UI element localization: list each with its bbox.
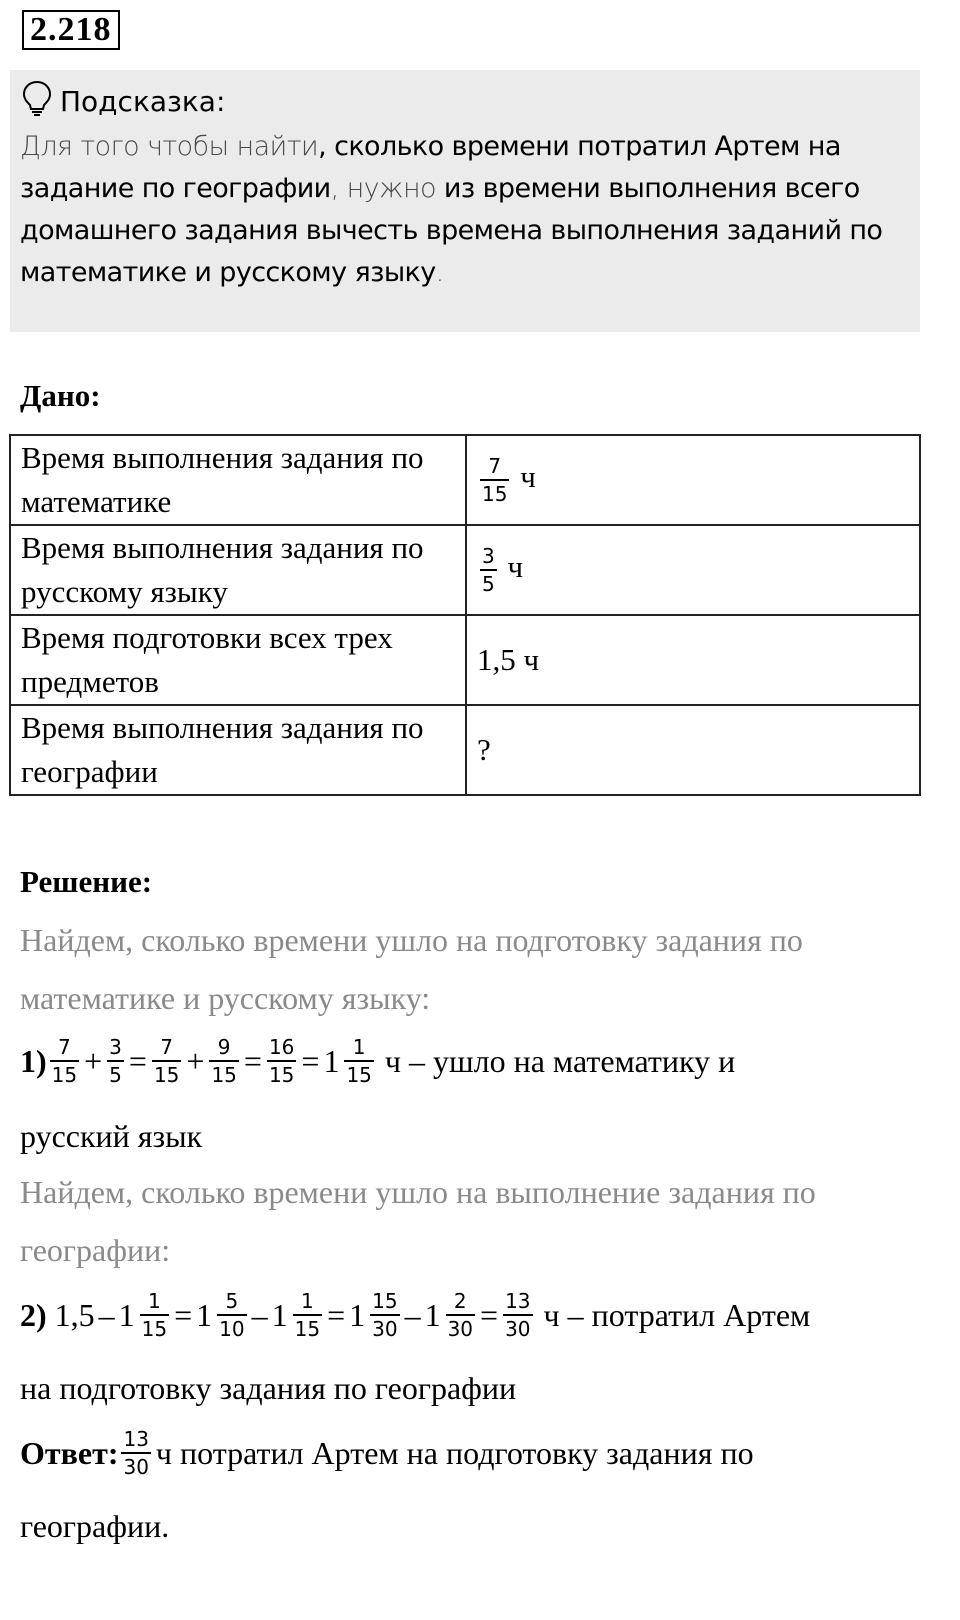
fraction: $\frac{1}{15}$ bbox=[346, 1035, 372, 1087]
operator: = bbox=[301, 1042, 320, 1079]
answer-text: ч потратил Артем на подготовку задания по bbox=[155, 1434, 754, 1471]
fraction: $\frac{7}{15}$ bbox=[51, 1035, 78, 1087]
step1-tail-cont: русский язык bbox=[20, 1118, 203, 1154]
fraction bbox=[480, 455, 509, 505]
fraction: $\frac{7}{15}$ bbox=[153, 1035, 180, 1087]
fraction: $\frac{13}{30}$ bbox=[123, 1427, 149, 1479]
step1-equation bbox=[20, 1036, 940, 1086]
given-label: Время выполнения задания по математике bbox=[10, 435, 466, 525]
operator: = bbox=[243, 1042, 262, 1079]
number: 1,5 bbox=[54, 1296, 95, 1333]
answer-label: Ответ: bbox=[20, 1434, 119, 1471]
given-value: 1,5 ч bbox=[466, 615, 920, 705]
table-row bbox=[10, 525, 920, 615]
fraction: $\frac{3}{5}$ bbox=[109, 1035, 122, 1087]
given-label: Время выполнения задания по русскому языку bbox=[10, 525, 466, 615]
step2-tail-cont: на подготовку задания по географии bbox=[20, 1370, 517, 1406]
step1-tail: ч – ушло на математику и bbox=[384, 1042, 736, 1079]
whole-part: 1 bbox=[323, 1042, 340, 1079]
operator: = bbox=[480, 1296, 499, 1333]
hint-title-text: Подсказка: bbox=[60, 85, 226, 118]
solution-heading: Решение: bbox=[20, 864, 153, 899]
fraction: $\frac{13}{30}$ bbox=[505, 1289, 531, 1341]
whole-part: 1 bbox=[196, 1296, 213, 1333]
operator: + bbox=[186, 1042, 205, 1079]
answer-cont: географии. bbox=[20, 1508, 170, 1544]
operator: – bbox=[98, 1296, 115, 1333]
fraction: $\frac{1}{15}$ bbox=[294, 1289, 321, 1341]
given-heading: Дано: bbox=[20, 378, 101, 413]
whole-part: 1 bbox=[271, 1296, 288, 1333]
step-label: 1) bbox=[20, 1042, 47, 1079]
given-table bbox=[9, 434, 921, 796]
given-value bbox=[466, 435, 920, 525]
given-value bbox=[466, 525, 920, 615]
unit: ч bbox=[507, 549, 524, 585]
hint-segment: Для того чтобы найти bbox=[20, 131, 319, 162]
fraction: $\frac{9}{15}$ bbox=[211, 1035, 237, 1087]
step1-intro: математике и русскому языку: bbox=[20, 980, 431, 1016]
hint-segment: , сколько времени потратил Артем на задание по географии bbox=[20, 131, 841, 204]
step2-intro: Найдем, сколько времени ушло на выполнение задания по bbox=[20, 1174, 816, 1210]
fraction: $\frac{2}{30}$ bbox=[447, 1289, 474, 1341]
whole-part: 1 bbox=[118, 1296, 135, 1333]
fraction: $\frac{5}{10}$ bbox=[219, 1289, 245, 1341]
whole-part: 1 bbox=[424, 1296, 441, 1333]
given-label: Время подготовки всех трех предметов bbox=[10, 615, 466, 705]
operator: = bbox=[128, 1042, 147, 1079]
step2-intro: географии: bbox=[20, 1232, 171, 1268]
table-row bbox=[10, 615, 920, 705]
numerator: 7 bbox=[488, 454, 502, 478]
hint-box bbox=[10, 70, 920, 332]
hint-segment: . bbox=[435, 257, 444, 288]
operator: = bbox=[174, 1296, 193, 1333]
table-row bbox=[10, 705, 920, 795]
given-label: Время выполнения задания по географии bbox=[10, 705, 466, 795]
fraction: $\frac{1}{15}$ bbox=[141, 1289, 168, 1341]
step2-tail: ч – потратил Артем bbox=[543, 1296, 811, 1333]
whole-part: 1 bbox=[349, 1296, 366, 1333]
fraction bbox=[480, 545, 497, 595]
hint-segment: из времени выполнения всего домашнего задания вычесть времена выполнения заданий по математике и русскому языку bbox=[20, 173, 883, 288]
task-number: 2.218 bbox=[22, 10, 120, 50]
hint-text bbox=[20, 126, 910, 294]
operator: – bbox=[251, 1296, 268, 1333]
denominator: 5 bbox=[480, 569, 497, 595]
table-row bbox=[10, 435, 920, 525]
step-label: 2) bbox=[20, 1296, 47, 1333]
operator: = bbox=[327, 1296, 346, 1333]
lightbulb-icon bbox=[22, 80, 52, 123]
hint-segment: , нужно bbox=[330, 173, 444, 204]
given-value: ? bbox=[466, 705, 920, 795]
step1-intro: Найдем, сколько времени ушло на подготовку задания по bbox=[20, 922, 803, 958]
step2-equation bbox=[20, 1290, 940, 1340]
numerator: 3 bbox=[482, 544, 495, 568]
unit: ч bbox=[520, 459, 536, 495]
hint-title bbox=[22, 80, 225, 123]
operator: + bbox=[84, 1042, 103, 1079]
operator: – bbox=[404, 1296, 421, 1333]
denominator: 15 bbox=[480, 479, 509, 505]
fraction: $\frac{15}{30}$ bbox=[372, 1289, 398, 1341]
answer bbox=[20, 1428, 940, 1478]
fraction: $\frac{16}{15}$ bbox=[268, 1035, 295, 1087]
